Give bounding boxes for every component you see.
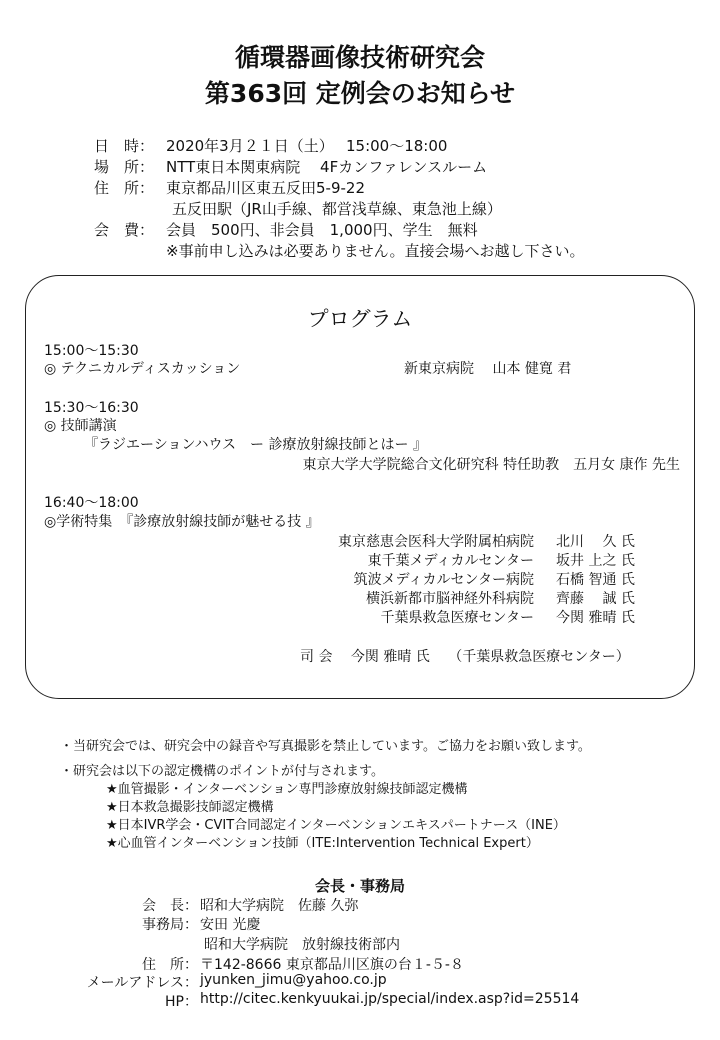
address-label: 住 所： [94,179,155,197]
speaker-affiliation: 筑波メディカルセンター病院 [353,572,534,588]
session1-title: ◎ テクニカルディスカッション [44,361,241,377]
date-value: 2020年3月２１日（土） 15:00～18:00 [166,137,448,155]
title-line-2: 第363回 定例会のお知らせ [204,79,516,108]
fee-value: 会員 500円、非会員 1,000円、学生 無料 [166,221,478,239]
note-points: ・研究会は以下の認定機構のポイントが付与されます。 [60,764,384,779]
cert-item: ★日本IVR学会・CVIT合同認定インターベンションエキスパートナース（INE） [106,818,566,833]
place-value: NTT東日本関東病院 4Fカンファレンスルーム [166,158,488,176]
title-line-1: 循環器画像技術研究会 [234,43,485,72]
speaker-name: 齊藤 誠 氏 [556,591,635,607]
cert-item: ★血管撮影・インターベンション専門診療放射線技師認定機構 [106,782,468,797]
office-address-value: 〒142-8666 東京都品川区旗の台１-５-８ [200,957,464,973]
cert-item: ★心血管インターベンション技師（ITE:Intervention Technical Expert） [106,836,539,851]
speaker-name: 坂井 上之 氏 [556,553,635,569]
note-recording: ・当研究会では、研究会中の録音や写真撮影を禁止しています。ご協力をお願い致します。 [60,739,591,754]
program-box [25,275,695,699]
session3-title: ◎学術特集 『診療放射線技師が魅せる技 』 [44,514,320,530]
address-access: 五反田駅（JR山手線、都営浅草線、東急池上線） [172,200,502,218]
secretariat-label: 事務局： [142,917,198,933]
speaker-name: 今関 雅晴 氏 [556,610,635,626]
session1-speaker: 新東京病院 山本 健寛 君 [404,361,572,377]
speaker-affiliation: 千葉県救急医療センター [380,610,534,626]
session2-title: ◎ 技師講演 [44,418,117,434]
office-title: 会長・事務局 [314,877,405,895]
fee-label: 会 費： [94,221,155,239]
email-label: メールアドレス： [86,975,198,991]
speaker-affiliation: 東千葉メディカルセンター [367,553,534,569]
session3-time: 16:40～18:00 [44,495,139,511]
date-label: 日 時： [94,137,155,155]
program-title: プログラム [307,307,413,331]
hp-label: HP： [165,994,198,1010]
cert-item: ★日本救急撮影技師認定機構 [106,800,274,815]
chairperson: 司 会 今関 雅晴 氏 （千葉県救急医療センター） [300,649,630,665]
session2-subtitle: 『ラジエーションハウス ー 診療放射線技師とはー 』 [84,437,427,453]
place-label: 場 所： [94,158,155,176]
speaker-affiliation: 東京慈恵会医科大学附属柏病院 [338,534,534,550]
fee-note: ※事前申し込みは必要ありません。直接会場へお越し下さい。 [166,242,585,260]
email-link[interactable]: jyunken_jimu@yahoo.co.jp [200,972,387,988]
office-address-label: 住 所： [142,957,198,973]
secretariat-affiliation: 昭和大学病院 放射線技術部内 [204,937,400,953]
session2-speaker: 東京大学大学院総合文化研究科 特任助教 五月女 康作 先生 [302,457,680,473]
hp-link[interactable]: http://citec.kenkyuukai.jp/special/index.asp?id=25514 [200,991,580,1007]
secretariat-value: 安田 光慶 [200,917,261,933]
speaker-name: 石橋 智通 氏 [556,572,635,588]
address-value: 東京都品川区東五反田5-9-22 [166,179,366,197]
president-value: 昭和大学病院 佐藤 久弥 [200,898,359,914]
speaker-name: 北川 久 氏 [556,534,635,550]
speaker-affiliation: 横浜新都市脳神経外科病院 [366,591,534,607]
president-label: 会 長： [142,898,198,914]
session1-time: 15:00～15:30 [44,343,139,359]
session2-time: 15:30～16:30 [44,400,139,416]
